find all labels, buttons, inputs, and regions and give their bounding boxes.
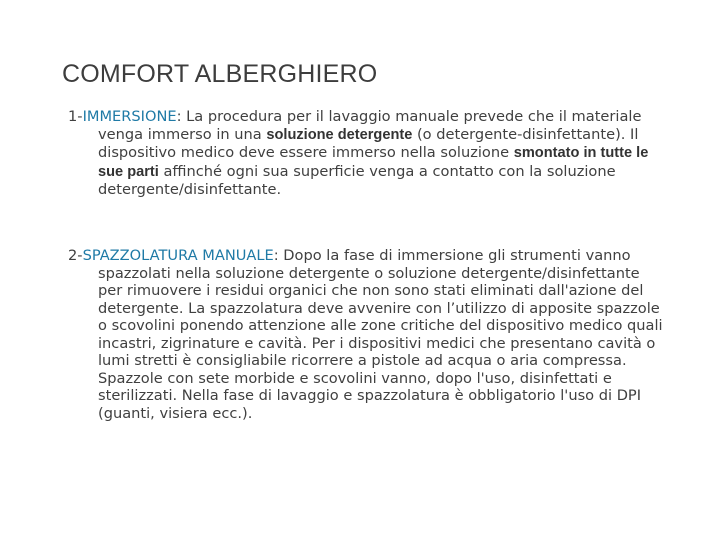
slide-title: COMFORT ALBERGHIERO xyxy=(62,60,378,88)
bold-text: soluzione detergente xyxy=(266,126,413,143)
bold-text: smontato in tutte le sue parti xyxy=(98,145,649,180)
paragraph-text: : Dopo la fase di immersione gli strumenti vanno spazzolati nella soluzione detergente o soluzione detergente/disinfettante per rimuovere i residui organici che non sono stati eliminati dall'azione del detergente. La spazzolatura deve avvenire con l’utilizzo di apposite spazzole o scovolini ponendo attenzione alle zone critiche del dispositivo medico quali incastri, zigrinature e cavità. Per i dispositivi medici che presentano cavità o lumi stretti è consigliabile ricorrere a pistole ad acqua o aria compressa. Spazzole con sete morbide e scovolini vanno, dopo l'uso, disinfettati e sterilizzati. Nella fase di lavaggio e spazzolatura è obbligatorio l'uso di DPI (guanti, visiera ecc.). xyxy=(98,247,663,422)
paragraph-immersione xyxy=(68,108,668,199)
paragraph-spazzolatura xyxy=(68,247,668,422)
paragraph-number: 2- xyxy=(68,247,83,264)
paragraph-number: 1- xyxy=(68,108,83,125)
paragraph-heading: IMMERSIONE xyxy=(82,108,177,125)
paragraph-text: affinché ogni sua superficie venga a contatto con la soluzione detergente/disinfettante. xyxy=(98,162,616,198)
paragraph-text: (o detergente-disinfettante). Il dispositivo medico deve essere immerso nella soluzione xyxy=(98,125,639,161)
paragraph-text: : La procedura per il lavaggio manuale prevede che il materiale venga immerso in una xyxy=(98,108,642,143)
paragraph-heading: SPAZZOLATURA MANUALE xyxy=(82,247,274,264)
